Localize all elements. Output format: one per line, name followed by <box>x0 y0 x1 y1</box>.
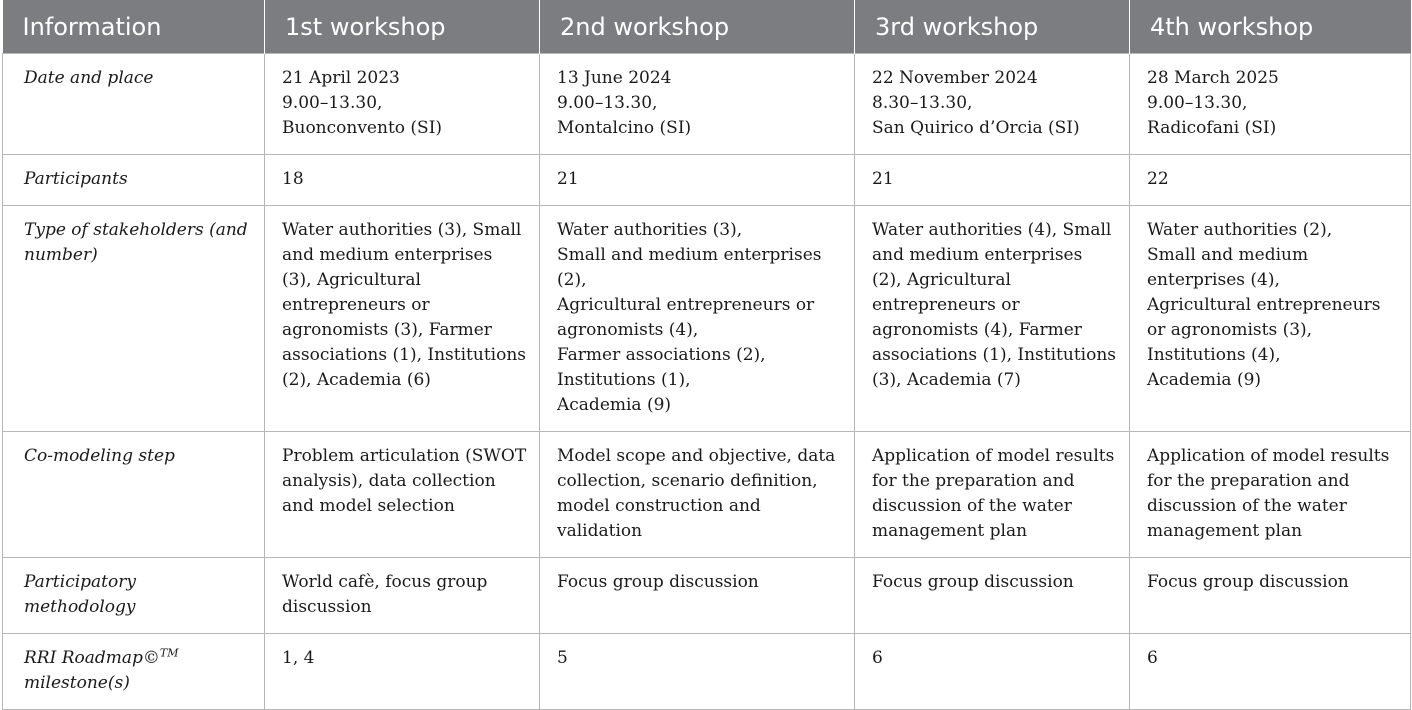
row-label-date-and-place: Date and place <box>3 54 265 155</box>
table-cell: Application of model results for the preparation and discussion of the water management plan <box>855 432 1130 558</box>
table-cell: 28 March 2025 9.00–13.30, Radicofani (SI) <box>1130 54 1411 155</box>
row-label-type-of-stakeholders: Type of stakeholders (and number) <box>3 206 265 432</box>
table-cell: Water authorities (4), Small and medium enterprises (2), Agricultural entrepreneurs or agronomists (4), Farmer associations (1), Institutions (3), Academia (7) <box>855 206 1130 432</box>
table-row <box>3 54 1411 155</box>
table-cell: 13 June 2024 9.00–13.30, Montalcino (SI) <box>540 54 855 155</box>
header-row <box>3 0 1411 54</box>
table-cell: Model scope and objective, data collection, scenario definition, model construction and validation <box>540 432 855 558</box>
table-cell: Application of model results for the preparation and discussion of the water management plan <box>1130 432 1411 558</box>
row-label-rri-roadmap-milestones <box>3 634 265 710</box>
table-cell: Water authorities (2), Small and medium enterprises (4), Agricultural entrepreneurs or agronomists (3), Institutions (4), Academia (9) <box>1130 206 1411 432</box>
table-cell: 1, 4 <box>265 634 540 710</box>
table-cell: Problem articulation (SWOT analysis), data collection and model selection <box>265 432 540 558</box>
table-cell: 21 <box>855 155 1130 206</box>
table-cell: 18 <box>265 155 540 206</box>
header-3rd-workshop: 3rd workshop <box>855 0 1130 54</box>
table-row <box>3 634 1411 710</box>
table-cell: Focus group discussion <box>1130 558 1411 634</box>
table-cell: 6 <box>1130 634 1411 710</box>
rri-label-rest: milestone(s) <box>24 673 130 693</box>
rri-label-trademark: TM <box>159 646 179 660</box>
table-cell: Water authorities (3), Small and medium enterprises (2), Agricultural entrepreneurs or agronomists (4), Farmer associations (2), Institutions (1), Academia (9) <box>540 206 855 432</box>
table-cell: 22 November 2024 8.30–13.30, San Quirico d’Orcia (SI) <box>855 54 1130 155</box>
header-1st-workshop: 1st workshop <box>265 0 540 54</box>
table-cell: 21 April 2023 9.00–13.30, Buonconvento (SI) <box>265 54 540 155</box>
workshops-table <box>2 0 1411 710</box>
table-cell: 21 <box>540 155 855 206</box>
table-row <box>3 206 1411 432</box>
table-cell: Focus group discussion <box>855 558 1130 634</box>
table-row <box>3 558 1411 634</box>
row-label-co-modeling-step: Co-modeling step <box>3 432 265 558</box>
header-4th-workshop: 4th workshop <box>1130 0 1411 54</box>
header-2nd-workshop: 2nd workshop <box>540 0 855 54</box>
header-information: Information <box>3 0 265 54</box>
row-label-participants: Participants <box>3 155 265 206</box>
table-row <box>3 155 1411 206</box>
rri-label-main: RRI Roadmap© <box>24 648 160 668</box>
table-cell: Water authorities (3), Small and medium enterprises (3), Agricultural entrepreneurs or agronomists (3), Farmer associations (1), Institutions (2), Academia (6) <box>265 206 540 432</box>
row-label-participatory-methodology: Participatory methodology <box>3 558 265 634</box>
table-cell: World cafè, focus group discussion <box>265 558 540 634</box>
table-cell: 22 <box>1130 155 1411 206</box>
table-cell: 5 <box>540 634 855 710</box>
table-cell: Focus group discussion <box>540 558 855 634</box>
table-cell: 6 <box>855 634 1130 710</box>
table-row <box>3 432 1411 558</box>
